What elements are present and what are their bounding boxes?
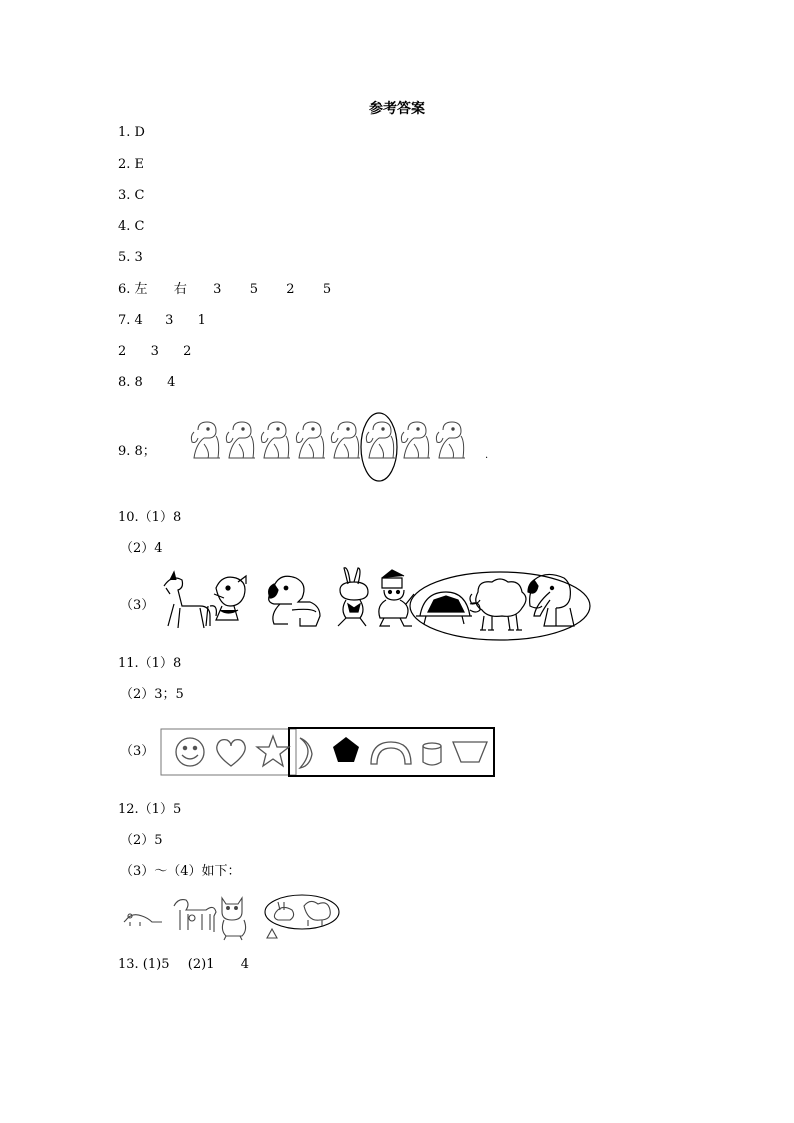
answer-2: 2. E bbox=[118, 157, 145, 172]
answer-8-part: 8. 8 bbox=[118, 375, 143, 390]
answer-6-part: 2 bbox=[286, 282, 295, 297]
answer-12-1: 12.（1）5 bbox=[118, 802, 182, 817]
answer-8-part: 4 bbox=[167, 375, 176, 390]
rabbit-icon bbox=[338, 568, 368, 626]
page-title: 参考答案 bbox=[369, 101, 425, 117]
answer-13-part: 13. (1)5 bbox=[118, 957, 170, 972]
seesaw-triangle bbox=[267, 929, 277, 938]
answer-12-3: （3）～（4）如下： bbox=[120, 864, 241, 879]
heart-icon bbox=[217, 740, 245, 766]
dog-icon bbox=[436, 422, 465, 458]
period-mark: . bbox=[485, 450, 489, 461]
shape-box-outer bbox=[161, 729, 296, 775]
dogs-figure bbox=[182, 408, 492, 484]
shapes-figure bbox=[158, 724, 498, 780]
horse-icon bbox=[164, 572, 216, 628]
answer-10-3: （3） bbox=[120, 598, 155, 613]
bear-icon bbox=[379, 570, 414, 626]
arch-icon bbox=[371, 742, 411, 764]
answer-6-part: 3 bbox=[213, 282, 222, 297]
dog-icon bbox=[191, 422, 220, 458]
answer-9: 9. 8； bbox=[118, 444, 156, 459]
answer-7 bbox=[118, 312, 206, 330]
answer-6-part: 6. 左 bbox=[118, 282, 148, 297]
crescent-icon bbox=[300, 738, 312, 768]
animals-figure bbox=[152, 566, 602, 642]
answer-7-part: 3 bbox=[165, 313, 174, 328]
answer-10-2: （2）4 bbox=[120, 541, 163, 556]
cat-icon bbox=[222, 898, 246, 940]
dog-icon bbox=[226, 422, 255, 458]
answer-10-1: 10.（1）8 bbox=[118, 510, 182, 525]
smiley-icon bbox=[176, 738, 204, 766]
dog-icon-2 bbox=[174, 900, 216, 932]
elephant-icon bbox=[528, 574, 574, 626]
answer-13-part: (2)1 bbox=[187, 957, 215, 972]
answer-7-part: 1 bbox=[197, 313, 206, 328]
dog-icon bbox=[261, 422, 290, 458]
answer-1: 1. D bbox=[118, 125, 145, 140]
answer-7b bbox=[118, 343, 191, 361]
answer-7b-part: 2 bbox=[183, 344, 192, 359]
dog-row bbox=[191, 422, 465, 458]
animals-figure-2 bbox=[120, 888, 345, 944]
answer-12-2: （2）5 bbox=[120, 833, 163, 848]
answer-11-2: （2）3；5 bbox=[120, 687, 184, 702]
answer-7-part: 7. 4 bbox=[118, 313, 143, 328]
answer-11-3: （3） bbox=[120, 744, 155, 759]
answer-13 bbox=[118, 956, 249, 974]
star-icon bbox=[257, 736, 289, 766]
rabbit-icon-2 bbox=[274, 902, 293, 920]
trapezoid-icon bbox=[453, 742, 487, 762]
dog-icon bbox=[331, 422, 360, 458]
answer-box bbox=[289, 728, 494, 776]
answer-7b-part: 3 bbox=[150, 344, 159, 359]
dog-icon bbox=[366, 422, 395, 458]
dog-icon bbox=[401, 422, 430, 458]
answer-6 bbox=[118, 281, 331, 299]
answer-4: 4. C bbox=[118, 219, 145, 234]
dog-icon bbox=[269, 576, 320, 626]
sheep-icon-2 bbox=[304, 901, 330, 926]
answer-7b-part: 2 bbox=[118, 344, 127, 359]
answer-6-part: 5 bbox=[322, 282, 332, 297]
mouse-icon bbox=[124, 914, 162, 926]
answer-5: 5. 3 bbox=[118, 250, 143, 265]
dog-icon bbox=[296, 422, 325, 458]
answer-6-part: 5 bbox=[249, 282, 258, 297]
answer-8 bbox=[118, 374, 175, 392]
answer-6-part: 右 bbox=[173, 282, 187, 297]
pentagon-icon bbox=[333, 737, 359, 762]
answer-11-1: 11.（1）8 bbox=[118, 656, 182, 671]
answer-13-part: 4 bbox=[240, 957, 250, 972]
answer-3: 3. C bbox=[118, 188, 145, 203]
cylinder-icon bbox=[423, 743, 441, 765]
answer-circle bbox=[361, 413, 397, 481]
bird-icon bbox=[214, 576, 246, 620]
